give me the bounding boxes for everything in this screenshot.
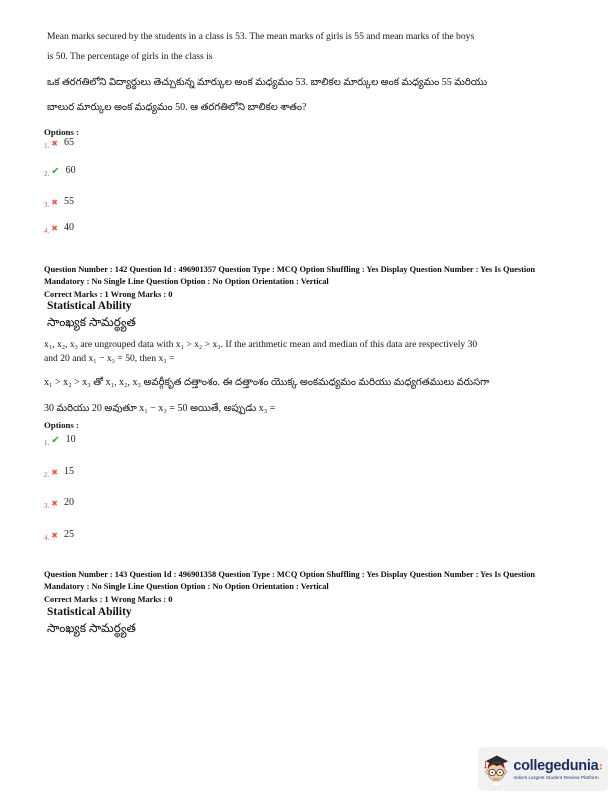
option-row: [44, 466, 74, 479]
option-number: 3.: [44, 201, 50, 209]
brand-tagline: India's Largest Student Review Platform: [513, 775, 599, 780]
correct-check-icon: ✔: [51, 166, 60, 177]
option-number: 4.: [44, 227, 50, 235]
question-143-text-english: x₁, x₂, x₃ are ungrouped data with x₁ > x₂ > x₃. If the arithmetic mean and median of this data are respectively 30 and 20 and x₁ − x₃ = 50, then x₃ =: [44, 339, 478, 364]
option-value: 20: [63, 497, 74, 508]
option-value: 65: [63, 137, 74, 148]
options-label: Options :: [44, 127, 79, 137]
section-title-telugu: సాంఖ్యక సామర్థ్యత: [47, 621, 136, 635]
wrong-cross-icon: ✖: [51, 531, 58, 540]
options-label: Options :: [44, 420, 79, 430]
option-row: [44, 137, 74, 150]
brand-colon-mark: ∶: [599, 762, 602, 772]
option-value: 60: [65, 165, 76, 176]
option-value: 25: [63, 529, 74, 540]
mascot-icon: [482, 749, 510, 789]
option-number: 1.: [44, 439, 50, 447]
question-142-text-telugu: ఒక తరగతిలోని విద్యార్థులు తెచ్చుకున్న మార్కుల అంక మధ్యమం 53. బాలికల మార్కుల అంక మధ్యమం 55 మరియు బాలుర మార్కుల అంక మధ్యమం 50. ఆ తరగతిలోని బాలికల శాతం?: [47, 77, 488, 113]
question-142-metadata: Question Number : 142 Question Id : 496901357 Question Type : MCQ Option Shuffling : Yes Display Question Number : Yes Is Question Mandatory : No Single Line Question Option : No Option Orientation : Vertical: [44, 265, 536, 286]
wrong-cross-icon: ✖: [51, 499, 58, 508]
wrong-cross-icon: ✖: [51, 224, 58, 233]
option-number: 2.: [44, 471, 50, 479]
wrong-cross-icon: ✖: [51, 139, 58, 148]
option-row: [44, 222, 74, 235]
option-value: 15: [63, 466, 74, 477]
question-142-text-english: Mean marks secured by the students in a class is 53. The mean marks of girls is 55 and mean marks of the boys is 50. The percentage of girls in the class is: [47, 31, 475, 62]
wrong-cross-icon: ✖: [51, 468, 58, 477]
question-143-marks-line: Correct Marks : 1 Wrong Marks : 0: [44, 595, 173, 604]
question-143-text-telugu: x₁ > x₂ > x₃ తో x₁, x₂, x₃ అవర్గీకృత దత్తాంశం. ఈ దత్తాంశం యొక్క అంకమధ్యమం మరియు మధ్యగతములు వరుసగా 30 మరియు 20 అవుతూ x₁ − x₃ = 50 అయితే, అప్పుడు x₃ =: [44, 377, 490, 414]
option-row: [44, 196, 74, 209]
section-title-english: Statistical Ability: [47, 300, 132, 312]
option-number: 2.: [44, 170, 50, 178]
section-title-english: Statistical Ability: [47, 606, 132, 618]
option-row: [44, 497, 74, 510]
option-number: 3.: [44, 502, 50, 510]
option-row: [44, 165, 76, 178]
option-value: 10: [65, 434, 76, 445]
collegedunia-logo: [478, 747, 608, 791]
option-number: 1.: [44, 142, 50, 150]
option-number: 4.: [44, 534, 50, 542]
section-title-telugu: సాంఖ్యక సామర్థ్యత: [47, 315, 136, 329]
option-value: 40: [63, 222, 74, 233]
option-row: [44, 529, 74, 542]
correct-check-icon: ✔: [51, 435, 60, 446]
question-142-marks-line: Correct Marks : 1 Wrong Marks : 0: [44, 290, 173, 299]
option-value: 55: [63, 196, 74, 207]
option-row: [44, 434, 76, 447]
brand-name: collegedunia: [513, 758, 599, 774]
wrong-cross-icon: ✖: [51, 198, 58, 207]
question-143-metadata: Question Number : 143 Question Id : 496901358 Question Type : MCQ Option Shuffling : Yes Display Question Number : Yes Is Question Mandatory : No Single Line Question Option : No Option Orientation : Vertical: [44, 570, 536, 591]
